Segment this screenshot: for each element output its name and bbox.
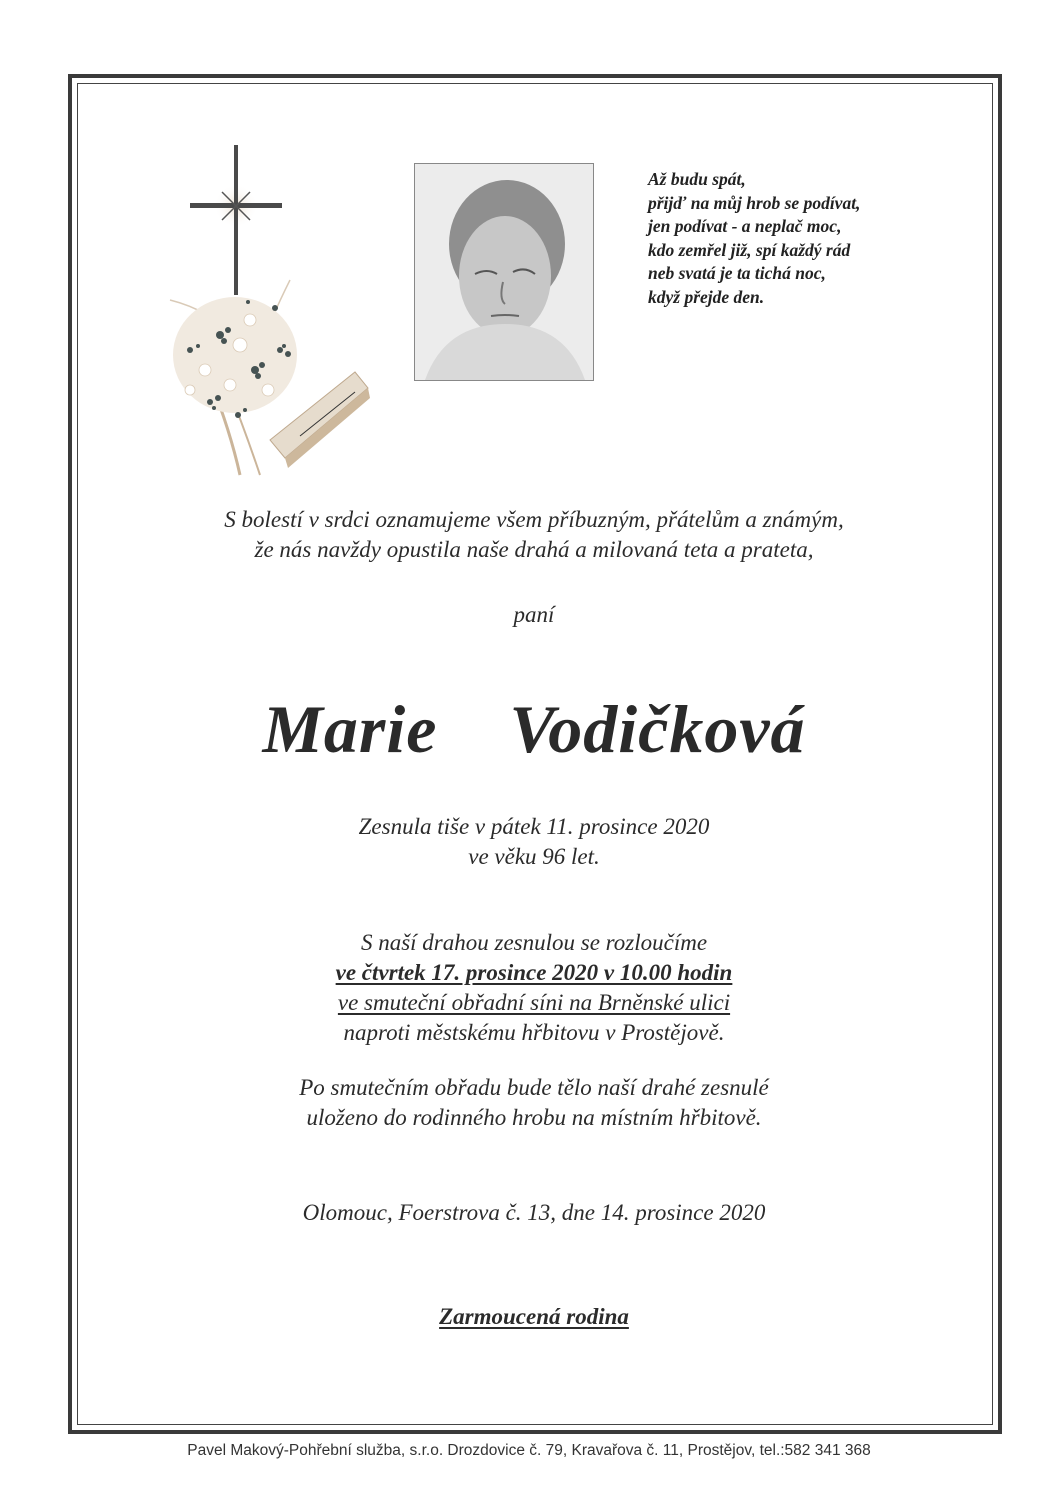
ceremony-place: ve smuteční obřadní síni na Brněnské ulici (337, 990, 731, 1015)
poem-line: neb svatá je ta tichá noc, (648, 263, 826, 283)
signature-wrap (78, 1302, 990, 1332)
address-date: Olomouc, Foerstrova č. 13, dne 14. prosince 2020 (302, 1200, 766, 1225)
burial-info (78, 1073, 990, 1133)
burial-line-1: Po smutečním obřadu bude tělo naší drahé zesnulé (299, 1075, 769, 1100)
poem-line: přijď na můj hrob se podívat, (648, 192, 861, 213)
deceased-name: Marie Vodičková (262, 691, 806, 767)
ceremony-intro: S naší drahou zesnulou se rozloučíme (360, 930, 708, 955)
portrait-silhouette (415, 164, 593, 380)
death-info (78, 812, 990, 872)
funeral-service-footer: Pavel Makový-Pohřební služba, s.r.o. Drozdovice č. 79, Kravařova č. 11, Prostějov, tel.:582 341 368 (187, 1442, 871, 1459)
announcement-line-1: S bolestí v srdci oznamujeme všem příbuzným, přátelům a známým, (224, 507, 844, 532)
signature: Zarmoucená rodina (439, 1304, 629, 1329)
title-pani: paní (513, 602, 555, 627)
portrait-photo (414, 163, 594, 381)
poem-line: kdo zemřel již, spí každý rád (648, 239, 851, 260)
ceremony-info (78, 928, 990, 1048)
burial-line-2: uloženo do rodinného hrobu na místním hřbitově. (306, 1105, 762, 1130)
cross-with-flowers-icon (150, 140, 390, 480)
announcement (78, 505, 990, 565)
poem (648, 168, 978, 309)
poem-line: Až budu spát, (648, 169, 746, 189)
ceremony-place-detail: naproti městskému hřbitovu v Prostějově. (343, 1020, 725, 1045)
ceremony-datetime: ve čtvrtek 17. prosince 2020 v 10.00 hodin (335, 960, 733, 985)
poem-line: když přejde den. (648, 286, 765, 307)
death-date: Zesnula tiše v pátek 11. prosince 2020 (358, 814, 710, 839)
poem-line: jen podívat - a neplač moc, (648, 216, 842, 236)
cross-vertical (234, 145, 238, 295)
announcement-line-2: že nás navždy opustila naše drahá a milovaná teta a prateta, (254, 537, 814, 562)
death-age: ve věku 96 let. (468, 844, 600, 869)
